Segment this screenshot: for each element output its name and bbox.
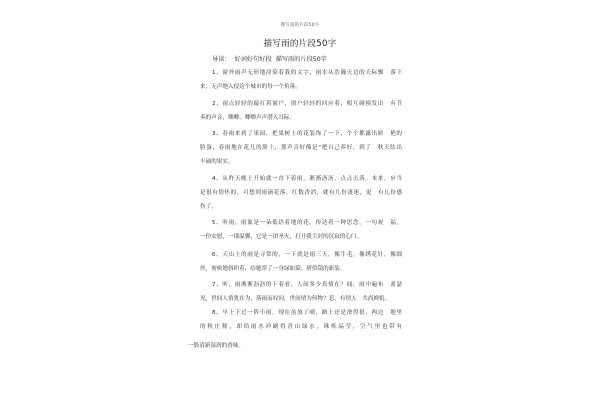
paragraph-line: 是很有情怀的，可想到雨滴花落，红数香消，就有几份凄迷，更 有几份感 [200,190,402,196]
paragraph-line: 6、天山上的雨是寻常的，一下就是雨三天，像牛毛，像绣花针，像细 [212,252,402,258]
lead-line [212,54,331,63]
paragraph-line: 2、雨点轻轻的敲打着窗户，窗户轻轻的回应着，相互碰撞发出 有节 [212,101,402,107]
paragraph-8 [188,306,402,353]
paragraph-line: 脸蛋，春雨地在花儿的脸上，那声音好像是“把自己养好，到了 秋天结出 [200,145,402,151]
paragraph-7 [200,278,402,306]
paragraph-line: 8、早上下过一阵小雨，现在虽放了晴，路上还是滑得很，两边 地里 [212,310,402,316]
paragraph-line: 5、听雨，雨象是一朵低语着地的花，传达着一种思念，一句祝 福， [212,220,402,226]
paragraph-6 [200,248,402,276]
paragraph-line: 丰硕的果实。 [200,159,234,165]
lead-tag-2: 描写雨的片段50字 [275,56,327,63]
document-title: 描写雨的片段50字 [263,39,337,49]
paragraph-line: 一份安慰，一缕温馨，它是一团圣火，打开我尘封的沉寂的心门。 [200,234,363,240]
paragraph-line: 3、春雨来到了果园，把果树上的花装饰了一下，个个都露出娇 艳的 [212,131,402,137]
paragraph-line: 见，世间人情犹在为，落雨而叹问，世间情为何物？悲，有情人 共尚婵娟。 [200,296,391,302]
running-header: 描写雨的片段50字 [280,23,320,28]
paragraph-2 [200,97,402,125]
paragraph-line: 4、从昨天晚上开始就一直下着雨，淅淅沥沥，点点击落。本来，应当 [212,176,402,182]
paragraph-line: 来，无声地入侵这个城市的每一个角落。 [200,84,301,90]
paragraph-line: 1、窗外雨声无形地浸染着我的文字，雨水从浩瀚天边的天际飘 落下 [212,70,402,76]
paragraph-line: 奏的声音，唧唧、唧唧声声潜入耳际。 [200,115,296,121]
paragraph-4 [200,172,402,214]
paragraph-line: 丝，密密地斜织着，给她穿了一身绿如染、碧似镜的新装。 [200,266,346,272]
paragraph-3 [200,127,402,169]
paragraph-line: 一股清新湿润的香味。 [188,343,244,349]
paragraph-1 [200,66,402,94]
lead-tag-1: 好词好句好段 [234,56,272,63]
paragraph-5 [200,216,402,244]
lead-label: 导读： [212,56,231,63]
paragraph-line: 7、听，雨淅淅沥沥的下着看，人间多少真情在？闻，雨中遍布 萧瑟 [212,282,402,288]
paragraph-line: 伤了。 [200,204,217,210]
paragraph-line: 的秋庄稼，却给雨水冲刷得青山绿水，珠烁晶莹，空气里也带有 [200,324,402,330]
